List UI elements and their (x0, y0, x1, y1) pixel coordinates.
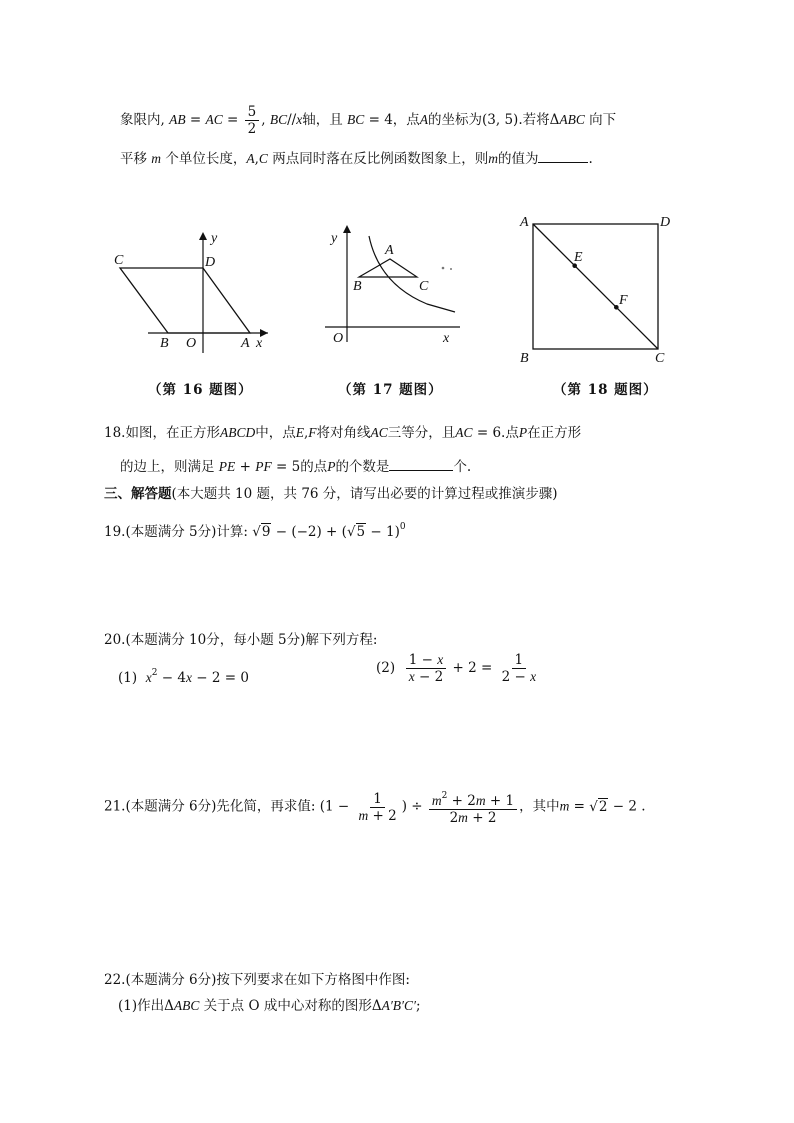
q18-line-1: 18.如图，在正方形ABCD中，点E,F将对角线AC三等分，且AC = 6.点P在正方形 (104, 425, 582, 441)
answer-blank[interactable] (538, 148, 588, 163)
section-3-heading (104, 484, 558, 504)
text-fragment: 的值为 (497, 151, 539, 167)
text-fragment: 的坐标为 (428, 112, 483, 128)
label-y: y (211, 231, 218, 246)
label-b: B (520, 351, 529, 366)
label-f: F (619, 293, 628, 308)
q20-part-2: (2) $\frac{1 - x}{x - 2}$ + 2 = $\frac{1}{2 - x}$ (376, 652, 537, 685)
y-axis-arrow-icon (343, 225, 351, 233)
q22-part-1: (1)作出ΔABC 关于点 O 成中心对称的图形ΔA′B′C′; (118, 998, 421, 1014)
q21-line: 21.(本题满分 6分)先化简，再求值: (1 − $\frac{1}{m + 2}$ ) ÷ $\frac{m^2 + 2m + 1}{2m + 2}$ ，其中m = √2 − 2 . (104, 788, 646, 826)
label-c: C (419, 279, 429, 294)
label-o: O (333, 331, 344, 346)
point-f (614, 305, 619, 310)
figure-16-caption: （第 16 题图） (148, 382, 253, 398)
sqrt-expression: √9 (252, 524, 271, 540)
label-c: C (655, 351, 665, 366)
q19-line: 19.(本题满分 5分)计算: $√9 - (-2) + (√5 - 1)^0$ (104, 522, 406, 540)
label-e: E (574, 250, 583, 265)
coordinate: (3, 5) (482, 112, 519, 128)
scan-speck (450, 268, 452, 270)
text-fragment: 向下 (589, 112, 617, 128)
q18-line-2: 的边上，则满足 PE + PF = 5的点P的个数是 个. (120, 456, 471, 477)
answer-blank[interactable] (389, 456, 453, 471)
q20-part-1: (1) $x^2 - 4x - 2 = 0$ (118, 668, 249, 686)
scan-speck (442, 267, 445, 270)
label-d: D (205, 255, 216, 270)
label-a: A (385, 243, 394, 258)
q17-line-2: 平移 m 个单位长度，A,C 两点同时落在反比例函数图象上，则m的值为 . (120, 148, 593, 169)
q22-line: 22.(本题满分 6分)按下列要求在如下方格图中作图: (104, 972, 410, 988)
q17-line-1: 象限内, AB = AC = $\frac{5}{2}$ , BC//x轴，且 BC = 4，点A的坐标为(3, 5).若将ΔABC 向下 (120, 104, 617, 137)
figure-17-hyperbola (325, 222, 465, 352)
label-c: C (114, 253, 124, 268)
figure-17-caption: （第 17 题图） (338, 382, 443, 398)
text-fragment: ，点 (392, 112, 420, 128)
label-x: x (443, 331, 450, 346)
label-b: B (160, 336, 169, 351)
triangle-abc (359, 259, 417, 277)
text-fragment: 象限内, (120, 112, 165, 128)
text-fragment: 个单位长度， (165, 151, 247, 167)
figure-16-parallelogram (108, 228, 278, 358)
label-x: x (256, 336, 263, 351)
section-title: 三、解答题 (104, 486, 172, 502)
label-d: D (660, 215, 671, 230)
diagonal-ac (533, 224, 658, 349)
label-b: B (353, 279, 362, 294)
text-fragment: 轴，且 (302, 112, 343, 128)
label-y: y (331, 231, 338, 246)
section-note: (本大题共 10 题，共 76 分，请写出必要的计算过程或推演步骤) (171, 486, 558, 502)
q20-line: 20.(本题满分 10分，每小题 5分)解下列方程: (104, 632, 378, 648)
label-a: A (520, 215, 529, 230)
text-fragment: .若将 (518, 112, 550, 128)
label-a: A (241, 336, 250, 351)
text-fragment: 平移 (120, 151, 147, 167)
figure-18-caption: （第 18 题图） (553, 382, 658, 398)
figure-18-square (515, 212, 675, 367)
fraction-five-halves: $\frac{5}{2}$ (245, 104, 260, 137)
text-fragment: 两点同时落在反比例函数图象上，则 (272, 151, 489, 167)
y-axis-arrow-icon (199, 232, 207, 240)
parallelogram-shape (120, 268, 250, 333)
label-o: O (186, 336, 197, 351)
